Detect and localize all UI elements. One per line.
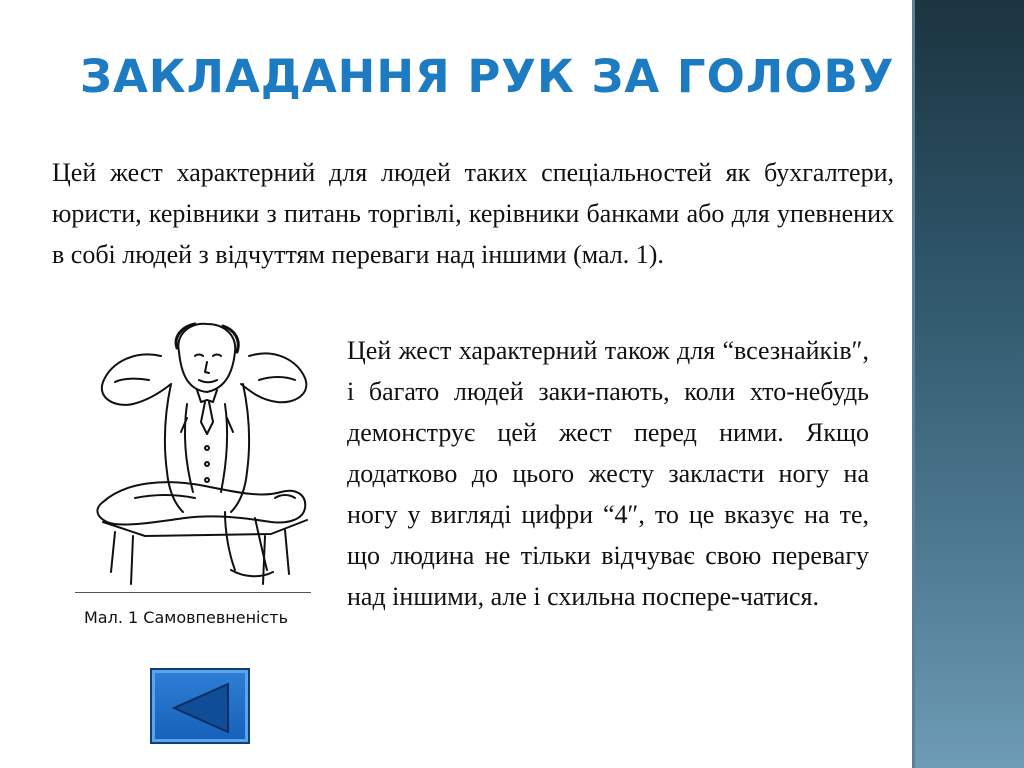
figure-divider [75,592,311,593]
illustration-hands-behind-head [75,322,337,592]
back-button[interactable] [150,668,250,744]
side-decorative-band [912,0,1024,768]
detail-paragraph: Цей жест характерний також для “всезнайків″, і багато людей заки-пають, коли хто-небудь демонструє цей жест перед ними. Якщо додатково до цього жесту закласти ногу на ногу у вигляді цифри “4″, то це вказує на те, що людина не тільки відчуває свою перевагу над іншими, але і схильна поспере-чатися. [347,336,869,611]
slide-title: ЗАКЛАДАННЯ РУК ЗА ГОЛОВУ [80,50,895,103]
intro-paragraph: Цей жест характерний для людей таких спеціальностей як бухгалтери, юристи, керівники з питань торгівлі, керівники банками або для упевнених в собі людей з відчуттям переваги над іншими (мал. 1). [52,158,894,269]
figure-caption: Мал. 1 Самовпевненість [84,608,289,627]
triangle-left-icon [152,670,252,746]
